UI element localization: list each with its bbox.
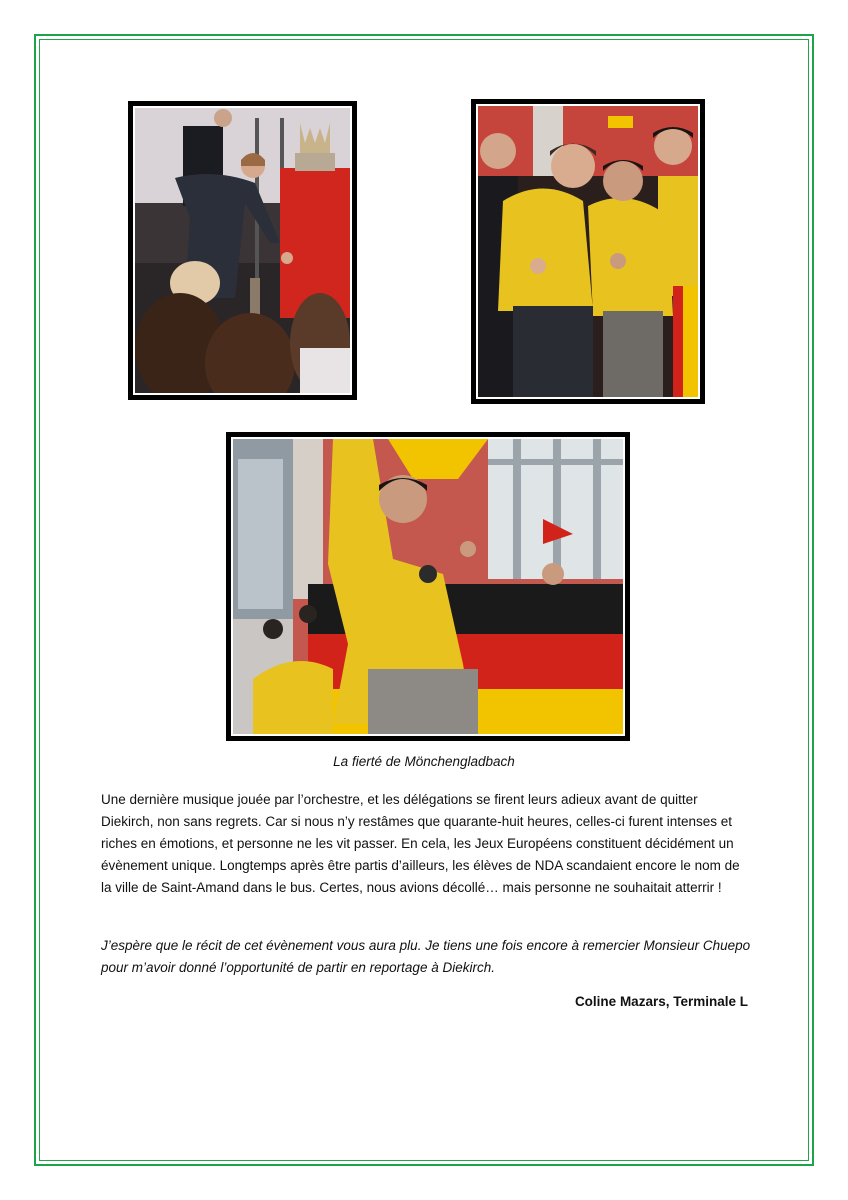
- photo-caption: La fierté de Mönchengladbach: [333, 754, 515, 769]
- body-paragraph: Une dernière musique jouée par l’orchestre, et les délégations se firent leurs adieux avant de quitter Diekirch, non sans regrets. Car si nous n’y restâmes que quarante-huit heures, celles-ci furent intenses et riches en émotions, et personne ne les vit passer. En cela, les Jeux Européens constituent décidément un évènement unique. Longtemps après être partis d’ailleurs, les élèves de NDA scandaient encore le nom de la ville de Saint-Amand dans le bus. Certes, nous avions décollé… mais personne ne souhaitait atterrir !: [101, 792, 740, 895]
- photo-students-cheering-icon: [478, 106, 698, 397]
- photo-flag-celebration: [226, 432, 630, 741]
- photo-flag-celebration-icon: [233, 439, 623, 734]
- closing-paragraph: J’espère que le récit de cet évènement vous aura plu. Je tiens une fois encore à remercier Monsieur Chuepo pour m’avoir donné l’opportunité de partir en reportage à Diekirch.: [101, 938, 751, 975]
- photo-students-cheering: [471, 99, 705, 404]
- author-signature: Coline Mazars, Terminale L: [574, 994, 748, 1009]
- photo-ceremony: [128, 101, 357, 400]
- photo-ceremony-icon: [135, 108, 350, 393]
